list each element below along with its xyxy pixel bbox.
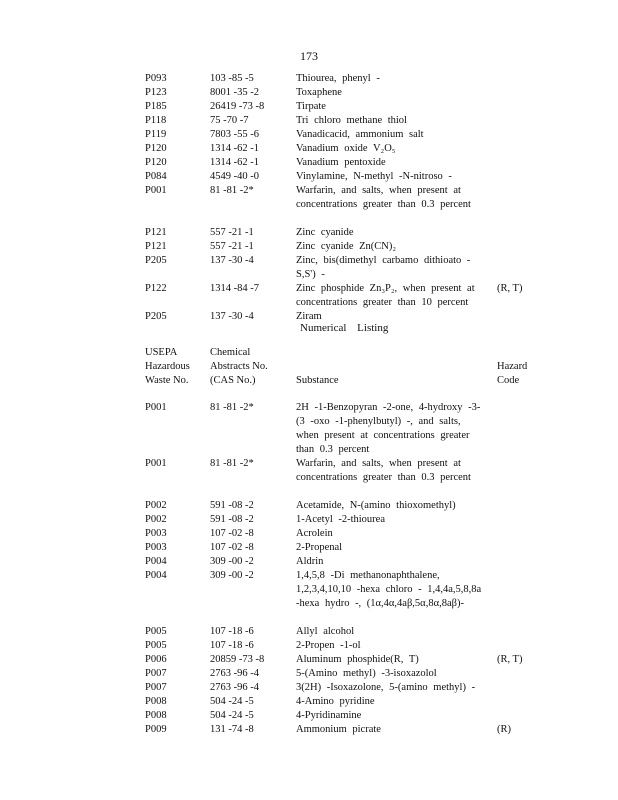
cas-no: 2763 -96 -4	[210, 682, 259, 693]
substance: 3(2H) -Isoxazolone, 5-(amino methyl) -	[296, 682, 476, 693]
substance: 1-Acetyl -2-thiourea	[296, 514, 386, 525]
header-line: USEPA	[145, 347, 178, 358]
section-title: Numerical Listing	[300, 322, 389, 334]
cas-no: 107 -02 -8	[210, 542, 254, 553]
cas-no: 131 -74 -8	[210, 724, 254, 735]
waste-no: P120	[145, 157, 167, 168]
header-line: (CAS No.)	[210, 375, 256, 386]
substance: Zinc cyanide	[296, 227, 354, 238]
substance: Vanadium oxide V₂O₅	[296, 143, 396, 154]
substance: Zinc, bis(dimethyl carbamo dithioato - S,S') -	[296, 255, 471, 280]
substance: Vanadicacid, ammonium salt	[296, 129, 424, 140]
header-hazard-code	[497, 360, 527, 388]
substance: Vanadium pentoxide	[296, 157, 386, 168]
waste-no: P123	[145, 87, 167, 98]
substance: Zinc cyanide Zn(CN)₂	[296, 241, 397, 252]
substance: Allyl alcohol	[296, 626, 355, 637]
header-line: Abstracts No.	[210, 361, 268, 372]
cas-no: 309 -00 -2	[210, 570, 254, 581]
cas-no: 557 -21 -1	[210, 227, 254, 238]
cas-no: 504 -24 -5	[210, 710, 254, 721]
header-substance	[296, 374, 339, 388]
cas-no: 137 -30 -4	[210, 311, 254, 322]
waste-no: P005	[145, 626, 167, 637]
waste-no: P119	[145, 129, 167, 140]
cas-no: 557 -21 -1	[210, 241, 254, 252]
cas-no: 591 -08 -2	[210, 500, 254, 511]
substance: Toxaphene	[296, 87, 342, 98]
cas-no: 81 -81 -2*	[210, 402, 254, 413]
cas-no: 309 -00 -2	[210, 556, 254, 567]
waste-no: P007	[145, 668, 167, 679]
substance: Ziram	[296, 311, 322, 322]
waste-no: P003	[145, 528, 167, 539]
waste-no: P003	[145, 542, 167, 553]
hazard-code: (R)	[497, 724, 511, 735]
cas-no: 591 -08 -2	[210, 514, 254, 525]
header-line: Code	[497, 375, 520, 386]
waste-no: P120	[145, 143, 167, 154]
waste-no: P005	[145, 640, 167, 651]
header-line: Waste No.	[145, 375, 189, 386]
substance: Tri chloro methane thiol	[296, 115, 407, 126]
substance: Zinc phosphide Zn₃P₂, when present at concentrations greater than 10 percent	[296, 283, 475, 308]
substance: 4-Amino pyridine	[296, 696, 375, 707]
waste-no: P006	[145, 654, 167, 665]
cas-no: 1314 -62 -1	[210, 157, 259, 168]
waste-no: P084	[145, 171, 167, 182]
waste-no: P185	[145, 101, 167, 112]
waste-no: P008	[145, 696, 167, 707]
substance: 4-Pyridinamine	[296, 710, 362, 721]
header-waste-no	[145, 346, 190, 388]
substance: 1,4,5,8 -Di methanonaphthalene, 1,2,3,4,10,10 -hexa chloro - 1,4,4a,5,8,8a -hexa hydro -, (1α,4α,4aβ,5α,8α,8aβ)-	[296, 570, 482, 609]
waste-no: P007	[145, 682, 167, 693]
waste-no: P205	[145, 311, 167, 322]
waste-no: P002	[145, 514, 167, 525]
waste-no: P004	[145, 556, 167, 567]
waste-no: P093	[145, 73, 167, 84]
substance: Acetamide, N-(amino thioxomethyl)	[296, 500, 456, 511]
substance: 2-Propen -1-ol	[296, 640, 361, 651]
header-line: Substance	[296, 375, 339, 386]
cas-no: 81 -81 -2*	[210, 458, 254, 469]
waste-no: P002	[145, 500, 167, 511]
waste-no: P009	[145, 724, 167, 735]
waste-no: P122	[145, 283, 167, 294]
substance: 2H -1-Benzopyran -2-one, 4-hydroxy -3-(3 -oxo -1-phenylbutyl) -, and salts, when present at concentrations greater than 0.3 percent	[296, 402, 481, 455]
waste-no: P004	[145, 570, 167, 581]
cas-no: 137 -30 -4	[210, 255, 254, 266]
header-cas-no	[210, 346, 268, 388]
cas-no: 20859 -73 -8	[210, 654, 265, 665]
page-number: 173	[300, 49, 318, 63]
waste-no: P121	[145, 241, 167, 252]
waste-no: P001	[145, 458, 167, 469]
cas-no: 4549 -40 -0	[210, 171, 259, 182]
cas-no: 1314 -84 -7	[210, 283, 259, 294]
header-line: Hazard	[497, 361, 528, 372]
waste-no: P121	[145, 227, 167, 238]
substance: Tirpate	[296, 101, 326, 112]
hazard-code: (R, T)	[497, 654, 523, 665]
waste-no: P001	[145, 402, 167, 413]
substance: Aluminum phosphide(R, T)	[296, 654, 419, 665]
cas-no: 81 -81 -2*	[210, 185, 254, 196]
cas-no: 8001 -35 -2	[210, 87, 259, 98]
cas-no: 103 -85 -5	[210, 73, 254, 84]
substance: Warfarin, and salts, when present at concentrations greater than 0.3 percent	[296, 458, 471, 483]
cas-no: 107 -02 -8	[210, 528, 254, 539]
header-line: Chemical	[210, 347, 251, 358]
substance: Vinylamine, N-methyl -N-nitroso -	[296, 171, 452, 182]
cas-no: 2763 -96 -4	[210, 668, 259, 679]
waste-no: P205	[145, 255, 167, 266]
substance: Thiourea, phenyl -	[296, 73, 380, 84]
substance: Acrolein	[296, 528, 333, 539]
header-line: Hazardous	[145, 361, 190, 372]
substance: Ammonium picrate	[296, 724, 381, 735]
cas-no: 107 -18 -6	[210, 640, 254, 651]
cas-no: 26419 -73 -8	[210, 101, 265, 112]
cas-no: 75 -70 -7	[210, 115, 249, 126]
substance: Aldrin	[296, 556, 324, 567]
cas-no: 1314 -62 -1	[210, 143, 259, 154]
substance: 5-(Amino methyl) -3-isoxazolol	[296, 668, 437, 679]
cas-no: 7803 -55 -6	[210, 129, 259, 140]
cas-no: 107 -18 -6	[210, 626, 254, 637]
substance: 2-Propenal	[296, 542, 343, 553]
hazard-code: (R, T)	[497, 283, 523, 294]
substance: Warfarin, and salts, when present at concentrations greater than 0.3 percent	[296, 185, 471, 210]
waste-no: P008	[145, 710, 167, 721]
waste-no: P118	[145, 115, 167, 126]
waste-no: P001	[145, 185, 167, 196]
cas-no: 504 -24 -5	[210, 696, 254, 707]
